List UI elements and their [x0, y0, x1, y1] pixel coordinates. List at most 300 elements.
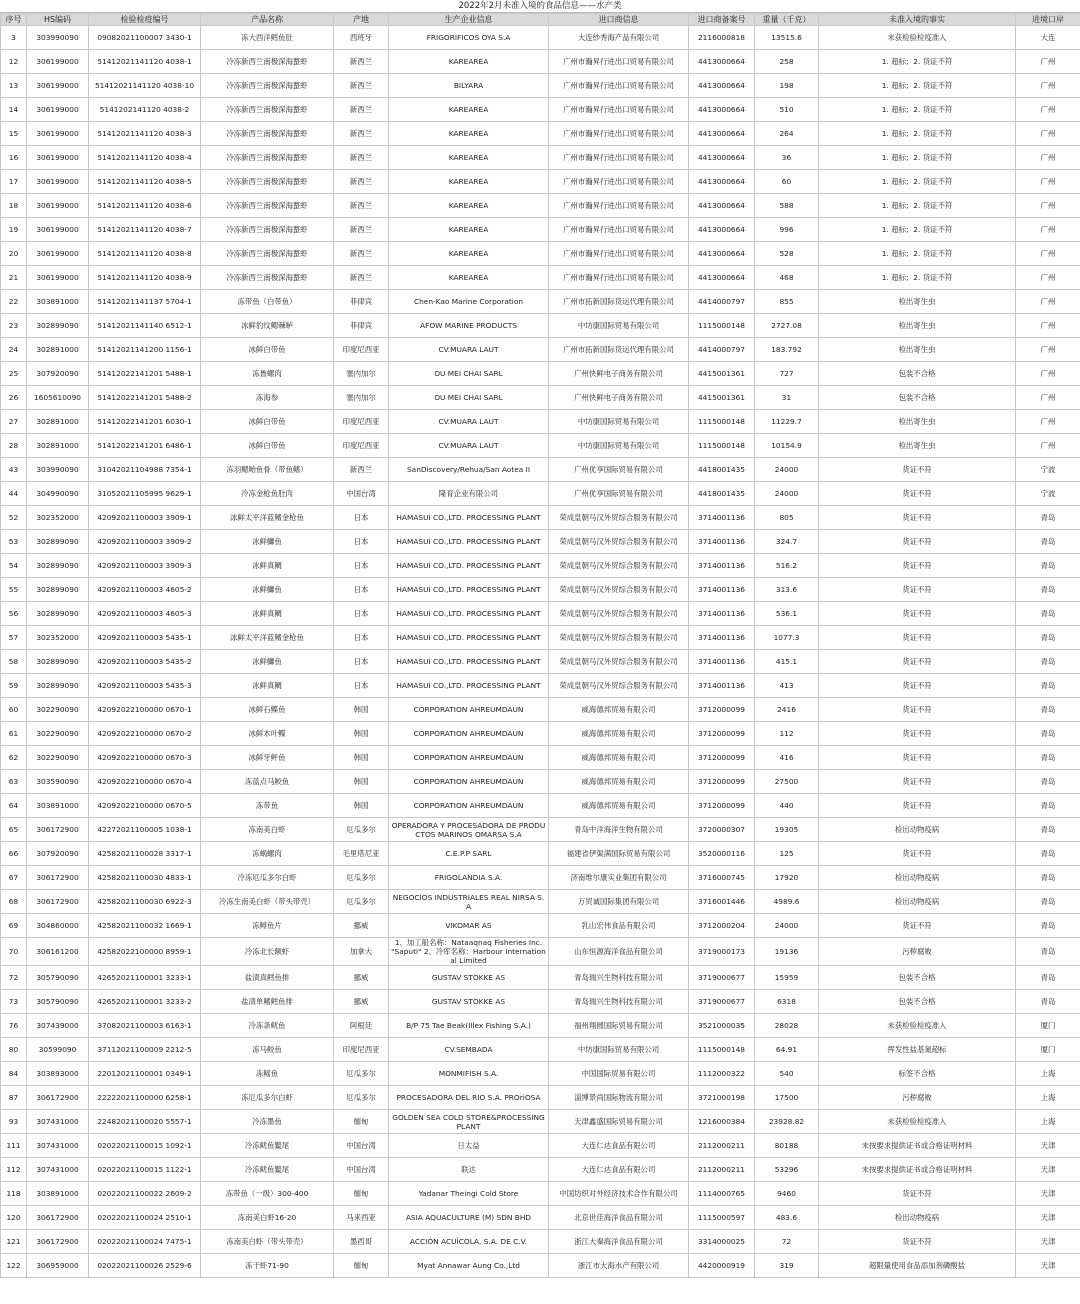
table-cell: 广州市瀚昇行进出口贸易有限公司 — [549, 74, 689, 98]
table-cell: 21 — [1, 266, 27, 290]
table-cell: 60 — [1, 698, 27, 722]
table-cell: 22 — [1, 290, 27, 314]
table-cell: 冰鲜豹纹鳃棘鲈 — [201, 314, 334, 338]
table-cell: 42092021100003 3909-1 — [89, 506, 201, 530]
table-cell: 303990090 — [27, 458, 89, 482]
table-cell: 57 — [1, 626, 27, 650]
table-cell: 51412021141120 4038-3 — [89, 122, 201, 146]
table-row — [1, 626, 1080, 650]
table-cell: 冻厄瓜多尔白虾 — [201, 1086, 334, 1110]
table-cell: 306161200 — [27, 938, 89, 966]
table-cell: 广州 — [1016, 338, 1080, 362]
table-cell: 大连仁达食品有限公司 — [549, 1158, 689, 1182]
table-cell: 冻南美白虾 — [201, 818, 334, 842]
table-row — [1, 74, 1080, 98]
table-cell: 日本 — [334, 530, 389, 554]
table-cell: 广州市拓新国际货运代理有限公司 — [549, 338, 689, 362]
table-cell: 墨西哥 — [334, 1230, 389, 1254]
table-cell: 02022021100022 2609-2 — [89, 1182, 201, 1206]
table-cell: 山东恒源海洋食品有限公司 — [549, 938, 689, 966]
table-cell: 1077.3 — [755, 626, 819, 650]
table-cell: 4413000664 — [689, 122, 755, 146]
table-cell: 冻马鲛鱼 — [201, 1038, 334, 1062]
table-cell: 盐渍真鳕鱼排 — [201, 966, 334, 990]
table-cell: 120 — [1, 1206, 27, 1230]
table-cell: 19 — [1, 218, 27, 242]
table-row — [1, 1062, 1080, 1086]
table-cell: 306199000 — [27, 266, 89, 290]
table-cell: 韩国 — [334, 770, 389, 794]
table-row — [1, 410, 1080, 434]
table-cell: 上海 — [1016, 1062, 1080, 1086]
table-cell: KAREAREA — [389, 218, 549, 242]
table-cell: 42092021100003 4605-3 — [89, 602, 201, 626]
table-row — [1, 578, 1080, 602]
table-cell: 中国坊织对外经济技术合作有限公司 — [549, 1182, 689, 1206]
table-cell: 中国台湾 — [334, 1158, 389, 1182]
table-cell: 183.792 — [755, 338, 819, 362]
table-cell: 新西兰 — [334, 218, 389, 242]
table-cell: 53296 — [755, 1158, 819, 1182]
table-cell: 韩国 — [334, 722, 389, 746]
column-header: 进境口岸 — [1016, 14, 1080, 26]
table-cell: 69 — [1, 914, 27, 938]
table-row — [1, 914, 1080, 938]
column-header: 序号 — [1, 14, 27, 26]
table-cell: 42092022100000 0670-3 — [89, 746, 201, 770]
table-cell: 货证不符 — [819, 794, 1016, 818]
table-cell: 冷冻新西兰南极深海螯虾 — [201, 170, 334, 194]
table-body — [1, 26, 1080, 1278]
table-cell: 30599090 — [27, 1038, 89, 1062]
table-cell: 51412021141120 4038-7 — [89, 218, 201, 242]
table-cell: 货证不符 — [819, 722, 1016, 746]
table-cell: 42582021100030 6922-3 — [89, 890, 201, 914]
table-cell: 20 — [1, 242, 27, 266]
table-cell: 冷冻厄瓜多尔白虾 — [201, 866, 334, 890]
table-cell: 27 — [1, 410, 27, 434]
table-cell: 51412022141201 5488-2 — [89, 386, 201, 410]
table-cell: SanDiscovery/Rehua/San Aotea II — [389, 458, 549, 482]
table-cell: OU MEI CHAI SARL — [389, 386, 549, 410]
table-cell: 302899090 — [27, 674, 89, 698]
table-cell: PROCESADORA DEL RIO S.A. PROriOSA — [389, 1086, 549, 1110]
column-header: 重量（千克） — [755, 14, 819, 26]
table-cell: 4413000664 — [689, 194, 755, 218]
table-cell: KAREAREA — [389, 170, 549, 194]
table-cell: 64 — [1, 794, 27, 818]
table-cell: 415.1 — [755, 650, 819, 674]
table-cell: 24 — [1, 338, 27, 362]
table-cell: 302290090 — [27, 722, 89, 746]
table-cell: 2112000211 — [689, 1158, 755, 1182]
table-cell: 中国台湾 — [334, 482, 389, 506]
table-cell: 未获检验检疫准入 — [819, 26, 1016, 50]
table-cell: 42092022100000 0670-2 — [89, 722, 201, 746]
table-cell: GUSTAV STOKKE AS — [389, 990, 549, 1014]
table-cell: 货证不符 — [819, 530, 1016, 554]
table-cell: 42092022100000 0670-5 — [89, 794, 201, 818]
table-row — [1, 290, 1080, 314]
table-cell: 广州优享国际贸易有限公司 — [549, 458, 689, 482]
table-cell: 货证不符 — [819, 554, 1016, 578]
table-cell: 冻南美白虾16-20 — [201, 1206, 334, 1230]
table-cell: 51412021141120 4038-10 — [89, 74, 201, 98]
table-cell: 3716000745 — [689, 866, 755, 890]
table-cell: 北京世佳海洋食品有限公司 — [549, 1206, 689, 1230]
table-cell: 货证不符 — [819, 698, 1016, 722]
table-cell: 264 — [755, 122, 819, 146]
table-cell: 广州 — [1016, 218, 1080, 242]
table-row — [1, 146, 1080, 170]
table-cell: 冷冻条鱿鱼 — [201, 1014, 334, 1038]
table-cell: 挥发性盐基氮超标 — [819, 1038, 1016, 1062]
table-cell: 1115000148 — [689, 1038, 755, 1062]
table-row — [1, 602, 1080, 626]
table-cell: 306172900 — [27, 1206, 89, 1230]
table-cell: 冻南美白虾（带头带壳） — [201, 1230, 334, 1254]
table-cell: KAREAREA — [389, 146, 549, 170]
table-cell: 新西兰 — [334, 266, 389, 290]
table-cell: 包装不合格 — [819, 966, 1016, 990]
table-cell: 4418001435 — [689, 482, 755, 506]
table-cell: 303990090 — [27, 26, 89, 50]
table-row — [1, 170, 1080, 194]
table-cell: 青岛瑞兴生物科技有限公司 — [549, 990, 689, 1014]
table-cell: 广州市瀚昇行进出口贸易有限公司 — [549, 218, 689, 242]
table-cell: CORPORATION AHREUMDAUN — [389, 722, 549, 746]
table-cell: 毛里塔尼亚 — [334, 842, 389, 866]
table-cell: KAREAREA — [389, 98, 549, 122]
table-cell: 广州 — [1016, 266, 1080, 290]
table-cell: 306199000 — [27, 194, 89, 218]
table-cell: 青岛 — [1016, 818, 1080, 842]
column-header: 产地 — [334, 14, 389, 26]
table-cell: 青岛 — [1016, 890, 1080, 914]
table-cell: CORPORATION AHREUMDAUN — [389, 698, 549, 722]
table-cell: 污秽腐败 — [819, 1086, 1016, 1110]
table-cell: 荣成皇朝马汉外贸综合服务有限公司 — [549, 626, 689, 650]
table-cell: 23 — [1, 314, 27, 338]
table-row — [1, 842, 1080, 866]
table-cell: 42092021100003 4605-2 — [89, 578, 201, 602]
table-cell: 3720000307 — [689, 818, 755, 842]
table-cell: 冰鲜鰤鱼 — [201, 650, 334, 674]
table-cell: 冻蜗螺肉 — [201, 842, 334, 866]
table-cell: 冰鲜真鲷 — [201, 554, 334, 578]
table-cell: 61 — [1, 722, 27, 746]
table-row — [1, 966, 1080, 990]
table-cell: 59 — [1, 674, 27, 698]
table-cell: 青岛 — [1016, 506, 1080, 530]
table-cell: 威海德邦贸易有限公司 — [549, 698, 689, 722]
table-cell: 536.1 — [755, 602, 819, 626]
table-cell: 51412021141120 4038-9 — [89, 266, 201, 290]
table-cell: 冷冻新西兰南极深海螯虾 — [201, 194, 334, 218]
table-cell: 02022021100015 1092-1 — [89, 1134, 201, 1158]
table-cell: 荣成皇朝马汉外贸综合服务有限公司 — [549, 674, 689, 698]
table-cell: 新西兰 — [334, 122, 389, 146]
table-cell: HAMASUI CO.,LTD. PROCESSING PLANT — [389, 554, 549, 578]
table-cell: 3716001446 — [689, 890, 755, 914]
table-cell: 1114000765 — [689, 1182, 755, 1206]
table-cell: 324.7 — [755, 530, 819, 554]
table-cell: 厦门 — [1016, 1038, 1080, 1062]
table-cell: 72 — [1, 966, 27, 990]
table-cell: 青岛 — [1016, 914, 1080, 938]
table-cell: 青岛 — [1016, 530, 1080, 554]
table-cell: 855 — [755, 290, 819, 314]
table-cell: CV.SEMBADA — [389, 1038, 549, 1062]
table-cell: HAMASUI CO.,LTD. PROCESSING PLANT — [389, 578, 549, 602]
table-cell: 福州翔圆国际贸易有限公司 — [549, 1014, 689, 1038]
table-cell: 广州 — [1016, 362, 1080, 386]
table-cell: 厄瓜多尔 — [334, 1062, 389, 1086]
table-cell: 483.6 — [755, 1206, 819, 1230]
table-cell: 日本 — [334, 626, 389, 650]
table-cell: 3719000173 — [689, 938, 755, 966]
table-cell: 63 — [1, 770, 27, 794]
table-cell: 4414000797 — [689, 338, 755, 362]
table-row — [1, 1158, 1080, 1182]
table-cell: 上海 — [1016, 1110, 1080, 1134]
table-cell: 日本 — [334, 554, 389, 578]
table-cell: 42092022100000 0670-4 — [89, 770, 201, 794]
table-cell: 307439000 — [27, 1014, 89, 1038]
table-cell: 冰鲜白带鱼 — [201, 338, 334, 362]
table-cell: 青岛 — [1016, 842, 1080, 866]
table-cell: 超限量使用食品添加剂磷酸盐 — [819, 1254, 1016, 1278]
table-cell: 冻干虾71-90 — [201, 1254, 334, 1278]
table-cell: 31 — [755, 386, 819, 410]
table-cell: 09082021100007 3430-1 — [89, 26, 201, 50]
table-cell: 43 — [1, 458, 27, 482]
table-cell: 挪威 — [334, 990, 389, 1014]
table-cell: 68 — [1, 890, 27, 914]
table-cell: 42092021100003 5435-3 — [89, 674, 201, 698]
table-cell: 新西兰 — [334, 74, 389, 98]
table-cell: 检出动物疫病 — [819, 866, 1016, 890]
table-cell: 塞内加尔 — [334, 386, 389, 410]
table-cell: 冻带鱼 — [201, 794, 334, 818]
table-cell: 印度尼西亚 — [334, 410, 389, 434]
table-cell: HAMASUI CO.,LTD. PROCESSING PLANT — [389, 626, 549, 650]
table-cell: 未获检验检疫准入 — [819, 1014, 1016, 1038]
table-cell: 冰鲜木叶鲽 — [201, 722, 334, 746]
table-cell: FRIGOLANDIA S.A. — [389, 866, 549, 890]
table-cell: 4413000664 — [689, 266, 755, 290]
table-cell: 荣成皇朝马汉外贸综合服务有限公司 — [549, 506, 689, 530]
table-cell: 货证不符 — [819, 602, 1016, 626]
table-cell: 青岛 — [1016, 650, 1080, 674]
table-row — [1, 722, 1080, 746]
column-header: HS编码 — [27, 14, 89, 26]
table-cell: 挪威 — [334, 914, 389, 938]
table-cell: 306199000 — [27, 170, 89, 194]
table-cell: 缅甸 — [334, 1254, 389, 1278]
table-cell: 荣成皇朝马汉外贸综合服务有限公司 — [549, 650, 689, 674]
table-cell: 荣成皇朝马汉外贸综合服务有限公司 — [549, 578, 689, 602]
table-cell: 3719000677 — [689, 966, 755, 990]
table-cell: 24000 — [755, 482, 819, 506]
table-cell: 11229.7 — [755, 410, 819, 434]
table-cell: 青岛 — [1016, 794, 1080, 818]
table-cell: 冰鲜牙鲆鱼 — [201, 746, 334, 770]
table-row — [1, 338, 1080, 362]
table-cell: OPERADORA Y PROCESADORA DE PRODUCTOS MARINOS OMARSA S.A — [389, 818, 549, 842]
table-cell: 广州 — [1016, 74, 1080, 98]
table-cell: 缅甸 — [334, 1182, 389, 1206]
table-cell: 302899090 — [27, 554, 89, 578]
table-cell: 198 — [755, 74, 819, 98]
table-cell: 新西兰 — [334, 242, 389, 266]
table-cell: 58 — [1, 650, 27, 674]
table-cell: 冻大西洋鳕鱼肚 — [201, 26, 334, 50]
table-cell: 302899090 — [27, 314, 89, 338]
header-row — [1, 14, 1080, 26]
table-cell: 02022021100015 1122-1 — [89, 1158, 201, 1182]
table-cell: 28 — [1, 434, 27, 458]
table-cell: 日太益 — [389, 1134, 549, 1158]
table-cell: 258 — [755, 50, 819, 74]
table-cell: OU MEI CHAI SARL — [389, 362, 549, 386]
table-cell: 302899090 — [27, 530, 89, 554]
table-cell: Chen-Kao Marine Corporation — [389, 290, 549, 314]
table-cell: 印度尼西亚 — [334, 1038, 389, 1062]
table-cell: 51412022141201 6486-1 — [89, 434, 201, 458]
table-cell: 冻带鱼（白带鱼） — [201, 290, 334, 314]
column-header: 进口商信息 — [549, 14, 689, 26]
table-cell: 307920090 — [27, 842, 89, 866]
table-cell: 检出寄生虫 — [819, 338, 1016, 362]
table-cell: 3314000025 — [689, 1230, 755, 1254]
table-row — [1, 530, 1080, 554]
table-cell: 73 — [1, 990, 27, 1014]
table-cell: 青岛 — [1016, 746, 1080, 770]
table-cell: 新西兰 — [334, 170, 389, 194]
table-cell: 42582021100028 3317-1 — [89, 842, 201, 866]
table-row — [1, 1230, 1080, 1254]
table-cell: 112 — [1, 1158, 27, 1182]
table-cell: 中坊康国际贸易有限公司 — [549, 434, 689, 458]
table-cell: 3521000035 — [689, 1014, 755, 1038]
table-cell: 540 — [755, 1062, 819, 1086]
table-cell: 冰鲜白带鱼 — [201, 434, 334, 458]
table-cell: 冷冻新西兰南极深海螯虾 — [201, 218, 334, 242]
table-cell: 冷冻新西兰南极深海螯虾 — [201, 146, 334, 170]
table-cell: 冷冻新西兰南极深海螯虾 — [201, 242, 334, 266]
table-cell: 51412021141140 6512-1 — [89, 314, 201, 338]
table-cell: 416 — [755, 746, 819, 770]
table-cell: 93 — [1, 1110, 27, 1134]
table-cell: 307431000 — [27, 1110, 89, 1134]
table-cell: 4414000797 — [689, 290, 755, 314]
table-cell: 威海德邦贸易有限公司 — [549, 770, 689, 794]
table-cell: 挪威 — [334, 966, 389, 990]
table-cell: Myat Annawar Aung Co.,Ltd — [389, 1254, 549, 1278]
table-cell: 306199000 — [27, 146, 89, 170]
table-cell: 111 — [1, 1134, 27, 1158]
table-cell: 1. 超标；2. 货证不符 — [819, 98, 1016, 122]
table-cell: 检出动物疫病 — [819, 890, 1016, 914]
table-cell: 货证不符 — [819, 650, 1016, 674]
table-cell: 23928.82 — [755, 1110, 819, 1134]
table-cell: 广州市瀚昇行进出口贸易有限公司 — [549, 194, 689, 218]
table-cell: HAMASUI CO.,LTD. PROCESSING PLANT — [389, 674, 549, 698]
table-cell: GUSTAV STOKKE AS — [389, 966, 549, 990]
table-cell: 76 — [1, 1014, 27, 1038]
table-cell: 36 — [755, 146, 819, 170]
table-cell: 118 — [1, 1182, 27, 1206]
table-cell: 302352000 — [27, 506, 89, 530]
table-cell: 588 — [755, 194, 819, 218]
table-cell: 货证不符 — [819, 506, 1016, 530]
table-cell: 货证不符 — [819, 770, 1016, 794]
table-cell: 冰鲜真鲷 — [201, 602, 334, 626]
table-cell: 1. 超标；2. 货证不符 — [819, 74, 1016, 98]
table-cell: 广州 — [1016, 386, 1080, 410]
table-cell: 42272021100005 1038-1 — [89, 818, 201, 842]
table-cell: 307920090 — [27, 362, 89, 386]
table-cell: 303891000 — [27, 1182, 89, 1206]
table-row — [1, 818, 1080, 842]
table-cell: 货证不符 — [819, 458, 1016, 482]
table-cell: 3520000116 — [689, 842, 755, 866]
table-cell: 浙江大秦海洋食品有限公司 — [549, 1230, 689, 1254]
table-cell: KAREAREA — [389, 122, 549, 146]
table-cell: 荣成皇朝马汉外贸综合服务有限公司 — [549, 554, 689, 578]
table-cell: 306172900 — [27, 1086, 89, 1110]
table-cell: 万贸诚国际集团有限公司 — [549, 890, 689, 914]
table-cell: 广州 — [1016, 410, 1080, 434]
table-cell: 冰鲜白带鱼 — [201, 410, 334, 434]
table-cell: 广州市瀚昇行进出口贸易有限公司 — [549, 170, 689, 194]
table-cell: 检出动物疫病 — [819, 818, 1016, 842]
table-cell: 中坊康国际贸易有限公司 — [549, 314, 689, 338]
table-cell: 天津 — [1016, 1182, 1080, 1206]
column-header: 生产企业信息 — [389, 14, 549, 26]
table-cell: 37082021100003 6163-1 — [89, 1014, 201, 1038]
table-row — [1, 26, 1080, 50]
table-row — [1, 98, 1080, 122]
table-cell: 威海德邦贸易有限公司 — [549, 722, 689, 746]
table-row — [1, 1110, 1080, 1134]
table-cell: 3712000099 — [689, 770, 755, 794]
table-cell: 84 — [1, 1062, 27, 1086]
table-cell: 威海德邦贸易有限公司 — [549, 746, 689, 770]
table-cell: 未按要求提供证书或合格证明材料 — [819, 1134, 1016, 1158]
table-cell: 冻鳐鱼 — [201, 1062, 334, 1086]
table-cell: 冷冻鱿鱼鳘尾 — [201, 1134, 334, 1158]
table-cell: MONMIFISH S.A. — [389, 1062, 549, 1086]
table-cell: 26 — [1, 386, 27, 410]
table-cell: 18 — [1, 194, 27, 218]
table-cell: 4415001361 — [689, 386, 755, 410]
table-cell: 51412022141201 6030-1 — [89, 410, 201, 434]
table-cell: HAMASUI CO.,LTD. PROCESSING PLANT — [389, 530, 549, 554]
table-cell: NEGOCIOS INDUSTRIALES REAL NIRSA S.A — [389, 890, 549, 914]
table-cell: 22012021100001 0349-1 — [89, 1062, 201, 1086]
table-cell: 冻蓝点马鲛鱼 — [201, 770, 334, 794]
table-cell: 广州市瀚昇行进出口贸易有限公司 — [549, 242, 689, 266]
table-cell: 516.2 — [755, 554, 819, 578]
table-row — [1, 434, 1080, 458]
table-cell: 51412021141120 4038-5 — [89, 170, 201, 194]
table-cell: 2727.08 — [755, 314, 819, 338]
table-cell: 联达 — [389, 1158, 549, 1182]
table-cell: 3712000099 — [689, 746, 755, 770]
table-cell: 广州 — [1016, 242, 1080, 266]
